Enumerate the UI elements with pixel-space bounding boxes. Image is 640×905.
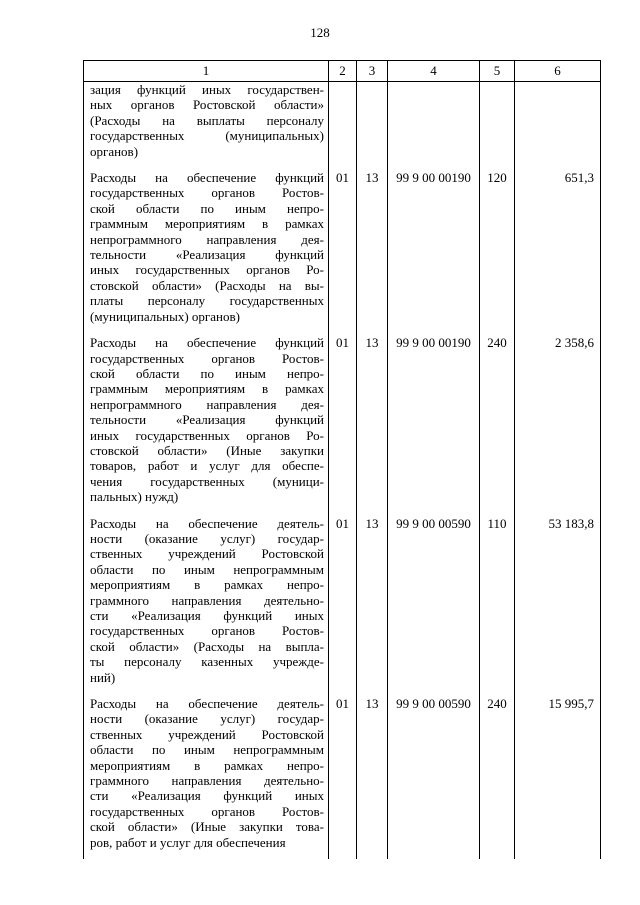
header-col-3: 3 xyxy=(357,61,388,82)
description-line: тельности «Реализация функций xyxy=(90,412,324,428)
target-article-code: 99 9 00 00590 xyxy=(388,514,480,694)
table-row xyxy=(84,694,601,859)
table-body xyxy=(84,82,601,860)
section-code: 01 xyxy=(329,333,357,513)
description-line: сти «Реализация функций иных xyxy=(90,608,324,623)
description-line: платы персоналу государственных xyxy=(90,293,324,309)
description-line: области по иным непрограммным xyxy=(90,742,324,758)
description-line: Расходы на обеспечение деятель- xyxy=(90,515,324,531)
description-line: государственных органов Ростов- xyxy=(90,623,324,639)
subsection-code: 13 xyxy=(357,694,388,859)
description-line: области по иным непрограммным xyxy=(90,561,324,577)
table-row xyxy=(84,514,601,694)
description-line: (муниципальных) органов) xyxy=(90,308,240,324)
subsection-code xyxy=(357,82,388,169)
table-row xyxy=(84,333,601,513)
description-line: сти «Реализация функций иных xyxy=(90,788,324,804)
description-line: чения государственных (муници- xyxy=(90,473,324,489)
budget-table xyxy=(83,60,601,859)
description-line: государственных органов Ростов- xyxy=(90,185,324,201)
row-description xyxy=(84,168,329,333)
description-line: ской области» (Иные закупки това- xyxy=(90,819,324,835)
description-line: органов) xyxy=(90,143,139,159)
description-line: иных государственных органов Ро- xyxy=(90,427,324,443)
subsection-code: 13 xyxy=(357,168,388,333)
expense-type-code: 110 xyxy=(480,514,515,694)
description-line: Расходы на обеспечение деятель- xyxy=(90,696,324,712)
description-line: ности (оказание услуг) государ- xyxy=(90,530,324,546)
amount: 2 358,6 xyxy=(515,333,601,513)
row-description xyxy=(84,694,329,859)
description-line: ности (оказание услуг) государ- xyxy=(90,711,324,727)
description-line: (Расходы на выплаты персоналу xyxy=(90,112,324,128)
description-line: ской области по иным непро- xyxy=(90,200,324,216)
description-line: товаров, работ и услуг для обеспе- xyxy=(90,458,324,474)
description-line: непрограммного направления дея- xyxy=(90,396,324,412)
description-line: граммного направления деятельно- xyxy=(90,773,324,789)
description-line: стовской области» (Расходы на вы- xyxy=(90,277,324,293)
header-col-1: 1 xyxy=(84,61,329,82)
section-code: 01 xyxy=(329,694,357,859)
subsection-code: 13 xyxy=(357,514,388,694)
description-line: ных органов Ростовской области» xyxy=(90,97,324,113)
target-article-code xyxy=(388,82,480,169)
description-line: ской области» (Расходы на выпла- xyxy=(90,638,324,654)
target-article-code: 99 9 00 00590 xyxy=(388,694,480,859)
table-row xyxy=(84,82,601,169)
section-code: 01 xyxy=(329,168,357,333)
row-description xyxy=(84,82,329,169)
expense-type-code: 240 xyxy=(480,694,515,859)
table-header-row xyxy=(84,61,601,82)
description-line: государственных органов Ростов- xyxy=(90,350,324,366)
description-line: мероприятиям в рамках непро- xyxy=(90,577,324,593)
subsection-code: 13 xyxy=(357,333,388,513)
description-line: пальных) нужд) xyxy=(90,489,179,505)
amount: 53 183,8 xyxy=(515,514,601,694)
table-row xyxy=(84,168,601,333)
description-line: граммного направления деятельно- xyxy=(90,592,324,608)
page-number: 128 xyxy=(310,25,330,40)
description-line: ний) xyxy=(90,669,116,685)
description-line: граммным мероприятиям в рамках xyxy=(90,216,324,232)
description-line: ров, работ и услуг для обеспечения xyxy=(90,834,286,850)
description-line: Расходы на обеспечение функций xyxy=(90,335,324,351)
description-line: государственных органов Ростов- xyxy=(90,803,324,819)
description-line: граммным мероприятиям в рамках xyxy=(90,381,324,397)
expense-type-code xyxy=(480,82,515,169)
description-line: тельности «Реализация функций xyxy=(90,247,324,263)
description-line: мероприятиям в рамках непро- xyxy=(90,757,324,773)
expense-type-code: 120 xyxy=(480,168,515,333)
description-line: непрограммного направления дея- xyxy=(90,231,324,247)
description-line: ственных учреждений Ростовской xyxy=(90,726,324,742)
description-line: ской области по иным непро- xyxy=(90,365,324,381)
section-code xyxy=(329,82,357,169)
section-code: 01 xyxy=(329,514,357,694)
amount: 15 995,7 xyxy=(515,694,601,859)
description-line: зация функций иных государствен- xyxy=(90,82,324,97)
target-article-code: 99 9 00 00190 xyxy=(388,333,480,513)
description-line: ты персоналу казенных учрежде- xyxy=(90,654,324,670)
amount xyxy=(515,82,601,169)
target-article-code: 99 9 00 00190 xyxy=(388,168,480,333)
description-line: стовской области» (Иные закупки xyxy=(90,442,324,458)
header-col-6: 6 xyxy=(515,61,601,82)
description-line: Расходы на обеспечение функций xyxy=(90,170,324,186)
header-col-4: 4 xyxy=(388,61,480,82)
amount: 651,3 xyxy=(515,168,601,333)
description-line: иных государственных органов Ро- xyxy=(90,262,324,278)
header-col-5: 5 xyxy=(480,61,515,82)
expense-type-code: 240 xyxy=(480,333,515,513)
header-col-2: 2 xyxy=(329,61,357,82)
row-description xyxy=(84,514,329,694)
description-line: государственных (муниципальных) xyxy=(90,128,324,144)
description-line: ственных учреждений Ростовской xyxy=(90,546,324,562)
row-description xyxy=(84,333,329,513)
